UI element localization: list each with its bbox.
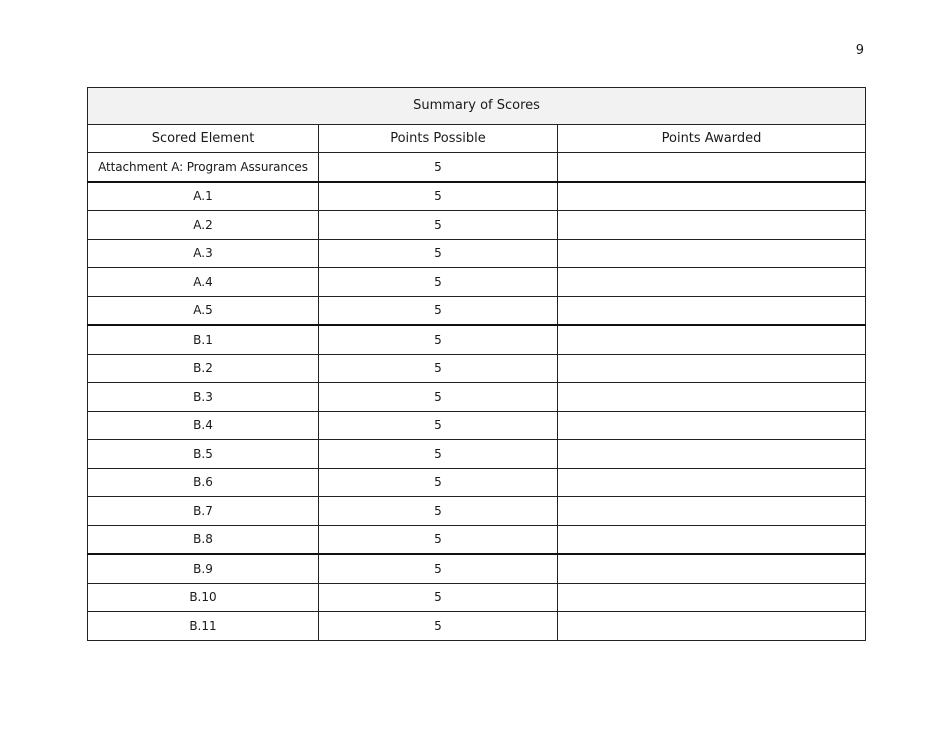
points-possible-cell: 5 <box>319 296 558 325</box>
table-title-row <box>88 88 866 125</box>
points-possible-cell: 5 <box>319 583 558 612</box>
table-title: Summary of Scores <box>88 88 866 125</box>
points-possible-cell: 5 <box>319 468 558 497</box>
points-possible-cell: 5 <box>319 525 558 554</box>
scored-element-cell: B.5 <box>88 440 319 469</box>
page-number: 9 <box>855 43 864 58</box>
points-awarded-cell[interactable] <box>558 211 866 240</box>
points-possible-cell: 5 <box>319 239 558 268</box>
table-row <box>88 296 866 325</box>
points-awarded-cell[interactable] <box>558 411 866 440</box>
scored-element-cell: A.2 <box>88 211 319 240</box>
points-possible-cell: 5 <box>319 268 558 297</box>
points-awarded-cell[interactable] <box>558 383 866 412</box>
scored-element-cell: B.7 <box>88 497 319 526</box>
points-awarded-cell[interactable] <box>558 497 866 526</box>
table-row <box>88 525 866 554</box>
table-header-row <box>88 125 866 153</box>
points-awarded-cell[interactable] <box>558 468 866 497</box>
table-row <box>88 612 866 641</box>
scored-element-cell: A.5 <box>88 296 319 325</box>
table-body <box>88 153 866 641</box>
column-header-points-awarded: Points Awarded <box>558 125 866 153</box>
points-awarded-cell[interactable] <box>558 554 866 583</box>
points-possible-cell: 5 <box>319 497 558 526</box>
scored-element-cell: B.11 <box>88 612 319 641</box>
table-row <box>88 583 866 612</box>
scored-element-cell: B.3 <box>88 383 319 412</box>
points-awarded-cell[interactable] <box>558 153 866 182</box>
column-header-points-possible: Points Possible <box>319 125 558 153</box>
table-row <box>88 468 866 497</box>
points-possible-cell: 5 <box>319 554 558 583</box>
points-possible-cell: 5 <box>319 325 558 354</box>
scored-element-cell: A.1 <box>88 182 319 211</box>
table-row <box>88 268 866 297</box>
scored-element-cell: A.3 <box>88 239 319 268</box>
table-row <box>88 325 866 354</box>
scored-element-cell: B.9 <box>88 554 319 583</box>
points-possible-cell: 5 <box>319 153 558 182</box>
scored-element-cell: B.8 <box>88 525 319 554</box>
table-row <box>88 239 866 268</box>
scored-element-cell: B.2 <box>88 354 319 383</box>
points-awarded-cell[interactable] <box>558 612 866 641</box>
scored-element-cell: B.4 <box>88 411 319 440</box>
column-header-scored-element: Scored Element <box>88 125 319 153</box>
table-row <box>88 497 866 526</box>
scored-element-cell: B.1 <box>88 325 319 354</box>
scored-element-cell: B.10 <box>88 583 319 612</box>
table-row <box>88 554 866 583</box>
points-possible-cell: 5 <box>319 383 558 412</box>
points-awarded-cell[interactable] <box>558 525 866 554</box>
points-awarded-cell[interactable] <box>558 583 866 612</box>
points-possible-cell: 5 <box>319 354 558 383</box>
scored-element-cell: Attachment A: Program Assurances <box>88 153 319 182</box>
points-possible-cell: 5 <box>319 612 558 641</box>
points-possible-cell: 5 <box>319 411 558 440</box>
table-row <box>88 153 866 182</box>
points-awarded-cell[interactable] <box>558 325 866 354</box>
table-row <box>88 354 866 383</box>
table-row <box>88 182 866 211</box>
scored-element-cell: B.6 <box>88 468 319 497</box>
points-possible-cell: 5 <box>319 211 558 240</box>
points-possible-cell: 5 <box>319 440 558 469</box>
table-row <box>88 440 866 469</box>
table-row <box>88 411 866 440</box>
scored-element-cell: A.4 <box>88 268 319 297</box>
points-awarded-cell[interactable] <box>558 268 866 297</box>
points-awarded-cell[interactable] <box>558 440 866 469</box>
points-awarded-cell[interactable] <box>558 296 866 325</box>
points-awarded-cell[interactable] <box>558 354 866 383</box>
points-awarded-cell[interactable] <box>558 182 866 211</box>
points-awarded-cell[interactable] <box>558 239 866 268</box>
points-possible-cell: 5 <box>319 182 558 211</box>
summary-of-scores-table <box>87 87 866 641</box>
table-row <box>88 383 866 412</box>
table-row <box>88 211 866 240</box>
